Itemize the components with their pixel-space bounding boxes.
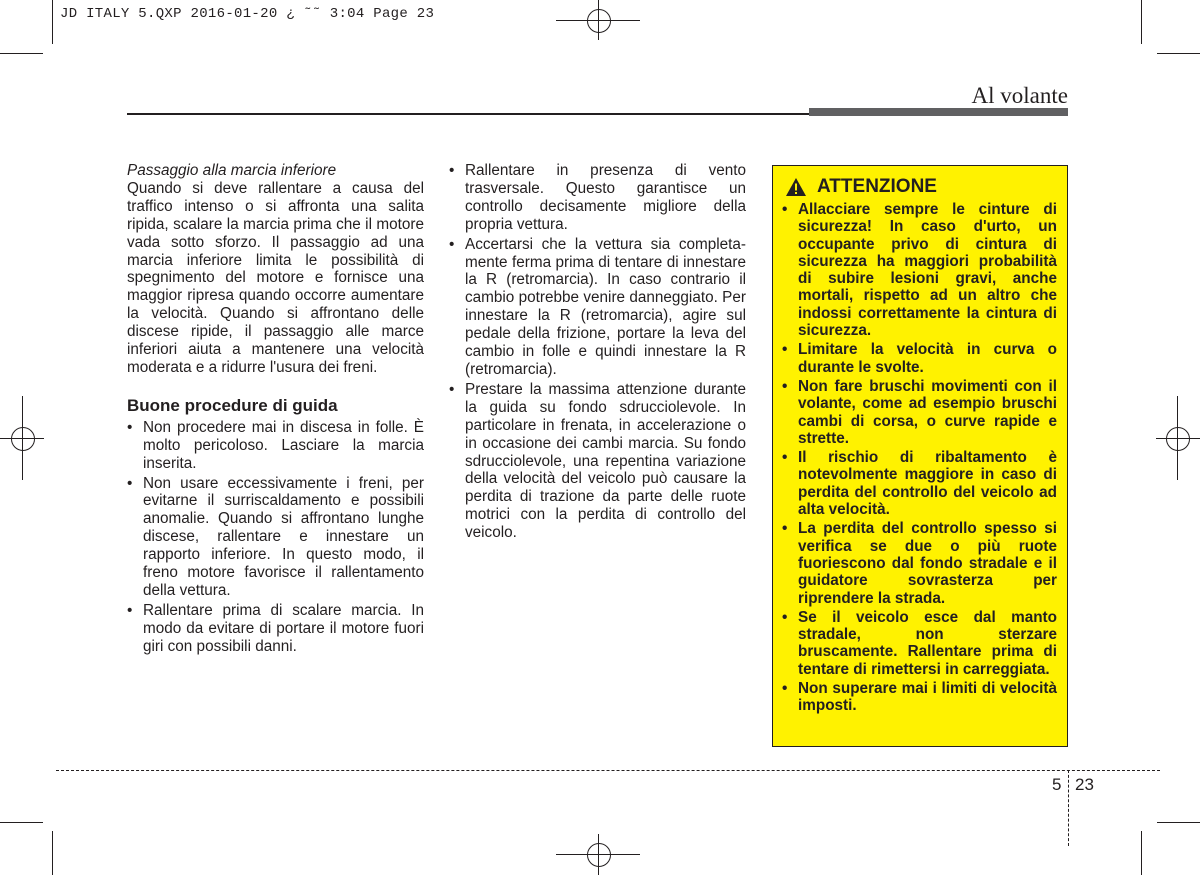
list-item: • Rallentare in presenza di vento trasversale. Questo garantisce un controllo decisamente migliore della propria vettura. [449,162,746,234]
crop-mark [52,0,53,44]
crop-mark [1141,831,1142,875]
warning-item: • La perdita del controllo spesso si verifica se due o più ruote fuoriescono dal fondo stradale e il guidatore sovrasterza per riprendere la strada. [782,520,1057,606]
chapter-number: 5 [1052,775,1062,794]
warning-item: • Il rischio di ribaltamento è notevolmente maggiore in caso di perdita del controllo del veicolo ad alta velocità. [782,449,1057,518]
crop-mark [1157,53,1200,54]
crop-mark [0,822,43,823]
print-slug: JD ITALY 5.QXP 2016-01-20 ¿ ˜˜ 3:04 Page 23 [60,6,435,22]
header-rule-tab [809,108,1068,116]
warning-item: • Non superare mai i limiti di velocità imposti. [782,680,1057,715]
header-rule [127,113,809,115]
list-item: • Non usare eccessivamente i freni, per evitarne il surriscaldamento e possibili anomalie. Quando si affrontano lunghe discese, rallentare e innestare un rapporto inferiore. In questo modo, il freno motore favorisce il rallentamento della vettura. [127,475,424,600]
column-middle [449,162,746,544]
crop-mark [52,831,53,875]
chapter-header-title: Al volante [971,83,1068,108]
warning-item: • Non fare bruschi movimenti con il volante, come ad esempio bruschi cambi di corsa, o curve rapide e strette. [782,378,1057,447]
column-left [127,162,424,658]
warning-item: • Allacciare sempre le cinture di sicurezza! In caso d'urto, un occupante privo di cintura di sicurezza ha maggiori probabilità di subire lesioni gravi, anche mortali, rispetto ad un altro che indossi correttamente la cintura di sicurezza. [782,201,1057,339]
warning-box [772,165,1068,747]
page-number: 23 [1075,775,1094,794]
list-item: • Accertarsi che la vettura sia completa-mente ferma prima di tentare di innestare la R (retromarcia). In caso contrario il cambio potrebbe venire danneggiato. Per innestare la R (retromarcia), agire sul pedale della frizione, portare la leva del cambio in folle e quindi innestare la R (retromarcia). [449,236,746,379]
registration-mark-right [1156,396,1200,480]
subheading-downshift: Passaggio alla marcia inferiore [127,162,337,179]
crop-mark [1141,0,1142,44]
footer-dashed-rule [56,770,1160,771]
warning-list [782,201,1057,715]
registration-mark-left [0,396,44,480]
list-item: • Non procedere mai in discesa in folle. È molto pericoloso. Lasciare la marcia inserita. [127,419,424,473]
registration-mark-top [556,0,640,40]
footer-separator [1068,770,1069,846]
paragraph-downshift: Quando si deve rallentare a causa del traffico intenso o si affronta una salita ripida, scalare la marcia prima che il motore vada sotto sforzo. Il passaggio ad una marcia inferiore limita le possibilità di spegnimento del motore e fornisce una maggior ripresa quando occorre aumentare la velocità. Quando si affrontano delle discese ripide, il passaggio alle marce inferiori aiuta a mantenere una velocità moderata e a ridurre l'usura dei freni. [127,179,424,376]
crop-mark [1157,822,1200,823]
registration-mark-bottom [556,834,640,875]
warning-triangle-icon [785,177,807,197]
section-title-driving-practices: Buone procedure di guida [127,395,338,415]
list-item: • Rallentare prima di scalare marcia. In modo da evitare di portare il motore fuori giri con possibili danni. [127,602,424,656]
warning-item: • Limitare la velocità in curva o durante le svolte. [782,341,1057,376]
bullet-list-middle [449,162,746,542]
warning-item: • Se il veicolo esce dal manto stradale, non sterzare bruscamente. Rallentare prima di tentare di rimettersi in carreggiata. [782,609,1057,678]
warning-header [785,176,1057,198]
list-item: • Prestare la massima attenzione durante la guida su fondo sdrucciolevole. In particolare in frenata, in accelerazione o in occasione dei cambi marcia. Su fondo sdrucciolevole, una repentina variazione della velocità del veicolo può causare la perdita di trazione da parte delle ruote motrici con la perdita di controllo del veicolo. [449,381,746,542]
bullet-list-left [127,419,424,656]
crop-mark [0,53,43,54]
warning-title: ATTENZIONE [817,176,937,197]
